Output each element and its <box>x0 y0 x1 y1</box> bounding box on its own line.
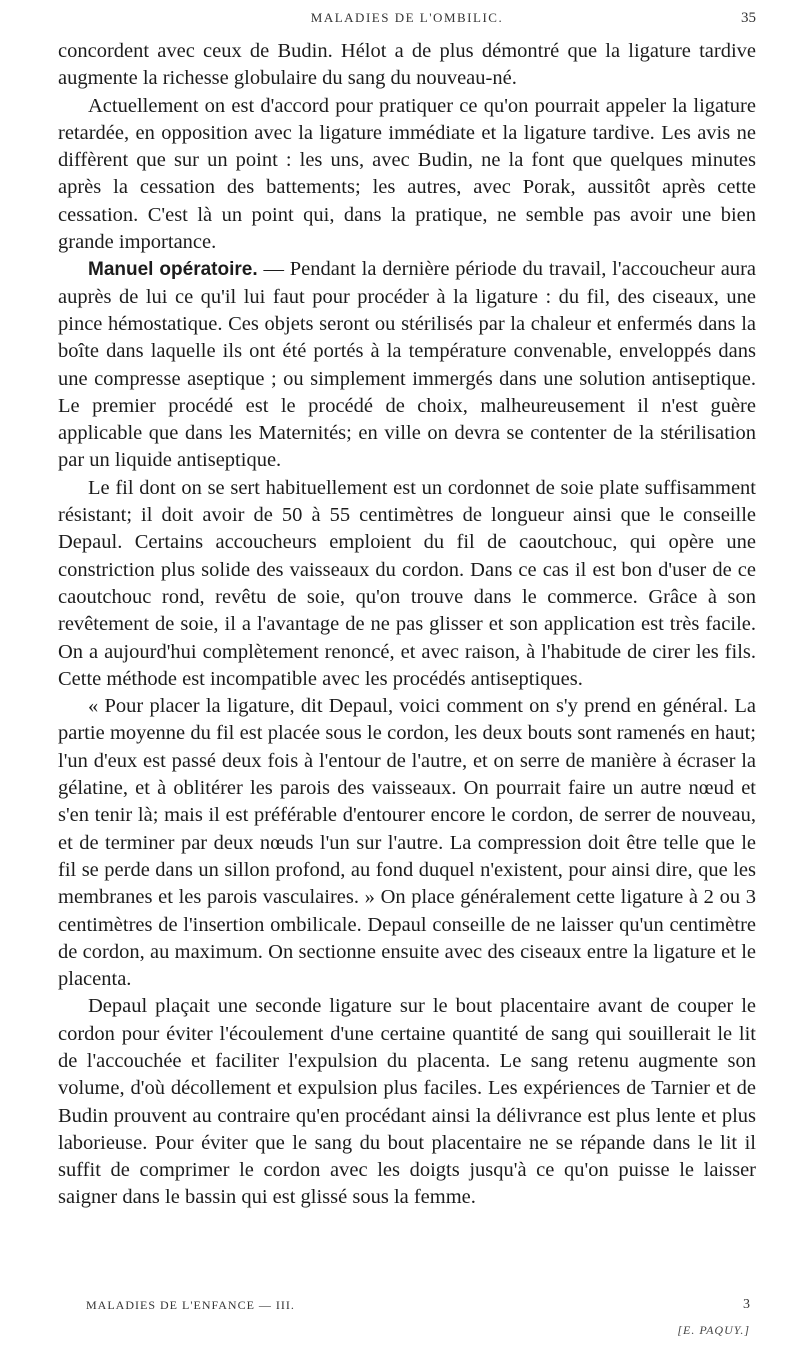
signature-title: MALADIES DE L'ENFANCE — III. <box>86 1298 295 1312</box>
paragraph-5: « Pour placer la ligature, dit Depaul, voici comment on s'y prend en général. La partie moyenne du fil est placée sous le cordon, les deux bouts sont ramenés en haut; l'un d'eux est passé deux fois à l'entour de l'autre, et on serre de manière à écraser la gélatine, et à oblitérer les parois des vaisseaux. On pourrait faire un autre nœud et s'en tenir là; mais il est préférable d'entourer encore le cordon, de serrer de nouveau, et de terminer par deux nœuds l'un sur l'autre. La compression doit être telle que le fil se perde dans un sillon profond, au fond duquel n'existent, pour ainsi dire, que les membranes et les parois vasculaires. » On place généralement cette ligature à 2 ou 3 centimètres de l'insertion ombilicale. Depaul conseille de ne laisser qu'un centimètre de cordon, au maximum. On sectionne ensuite avec des ciseaux entre la ligature et le placenta. <box>58 695 756 991</box>
paragraph-4: Le fil dont on se sert habituellement est un cordonnet de soie plate suffisamment résistant; il doit avoir de 50 à 55 centimètres de longueur ainsi que le conseille Depaul. Certains accoucheurs emploient du fil de caoutchouc, qui opère une constriction plus solide des vaisseaux du cordon. Dans ce cas il est bon d'user de ce caoutchouc rond, revêtu de soie, qu'on trouve dans le commerce. Grâce à son revêtement de soie, il a l'avantage de ne pas glisser et son application est très facile. On a aujourd'hui complètement renoncé, et avec raison, à l'habitude de cirer les fils. Cette méthode est incompatible avec les procédés antiseptiques. <box>58 476 756 690</box>
paragraph-1: concordent avec ceux de Budin. Hélot a de plus démontré que la ligature tardive augmente la richesse globulaire du sang du nouveau-né. <box>58 40 756 90</box>
signature-line <box>58 1298 756 1318</box>
paragraph-2: Actuellement on est d'accord pour pratiquer ce qu'on pourrait appeler la ligature retardée, en opposition avec la ligature immédiate et la ligature tardive. Les avis ne diffèrent que sur un point : les uns, avec Budin, ne la font que quelques minutes après la cessation des battements; les autres, avec Porak, aussitôt après cette cessation. C'est là un point qui, dans la pratique, ne semble pas avoir une bien grande importance. <box>58 94 756 254</box>
running-head <box>58 10 756 32</box>
paragraph-6: Depaul plaçait une seconde ligature sur le bout placentaire avant de couper le cordon pour éviter l'écoulement d'une certaine quantité de sang qui souillerait le lit de l'accouchée et faciliter l'expulsion du placenta. Le sang retenu augmente son volume, d'où décollement et expulsion plus faciles. Les expériences de Tarnier et de Budin prouvent au contraire qu'en procédant ainsi la délivrance est plus lente et plus laborieuse. Pour éviter que le sang du bout placentaire ne se répande dans le lit il suffit de comprimer le cordon avec les doigts jusqu'à ce qu'on puisse le laisser saigner dans le bassin qui est glissé sous la femme. <box>58 995 756 1209</box>
signature-number: 3 <box>743 1297 750 1312</box>
paragraph-3: Manuel opératoire. — Pendant la dernière période du travail, l'accoucheur aura auprès de lui ce qu'il lui faut pour procéder à la ligature : du fil, des ciseaux, une pince hémostatique. Ces objets seront ou stérilisés par la chaleur et enfermés dans la boîte dans laquelle ils ont été portés à la température convenable, enveloppés dans une compresse aseptique ; ou simplement immergés dans une solution antiseptique. Le premier procédé est le procédé de choix, malheureusement il n'est guère applicable que dans les Maternités; en ville on devra se contenter de la stérilisation par un liquide antiseptique. <box>58 258 756 472</box>
section-heading: Manuel opératoire. <box>88 259 258 281</box>
page-number: 35 <box>741 10 756 26</box>
printer-mark: [E. PAQUY.] <box>677 1323 750 1337</box>
body-text <box>58 38 756 1212</box>
running-title: MALADIES DE L'OMBILIC. <box>310 10 504 25</box>
